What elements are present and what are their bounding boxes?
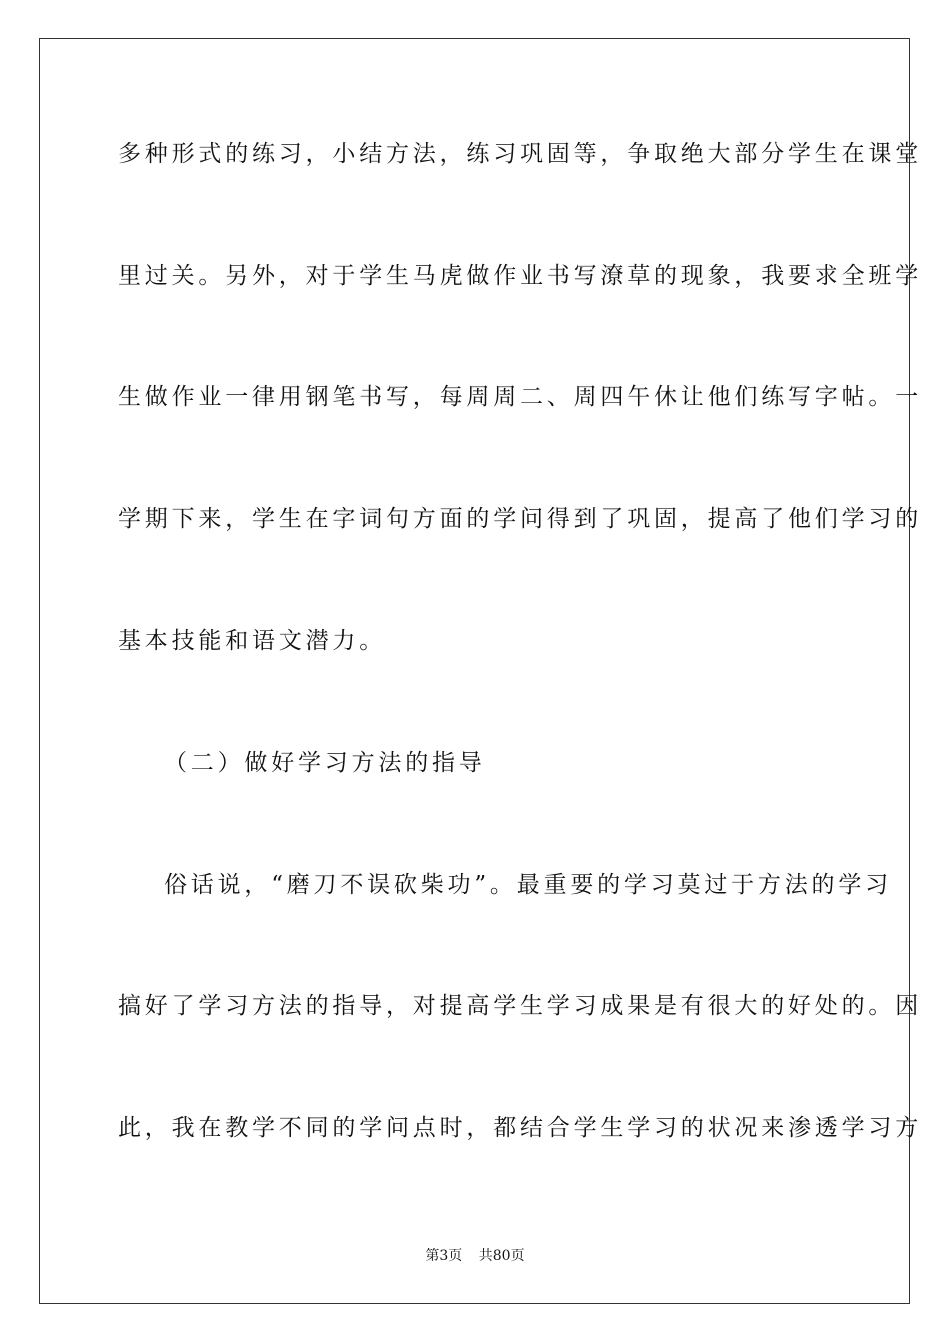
section-heading: （二）做好学习方法的指导 [164,750,486,776]
page-number: 第3页 [425,1248,463,1264]
body-line: 多种形式的练习，小结方法，练习巩固等，争取绝大部分学生在课堂 [118,141,922,167]
body-line: 学期下来，学生在字词句方面的学问得到了巩固，提高了他们学习的 [118,506,922,532]
body-line: 俗话说，“磨刀不误砍柴功”。最重要的学习莫过于方法的学习 [164,872,892,898]
page-total: 共80页 [478,1248,525,1264]
body-line: 里过关。另外，对于学生马虎做作业书写潦草的现象，我要求全班学 [118,263,922,289]
body-line: 搞好了学习方法的指导，对提高学生学习成果是有很大的好处的。因 [118,993,922,1019]
page-footer [0,1246,950,1266]
body-line: 生做作业一律用钢笔书写，每周周二、周四午休让他们练写字帖。一 [118,384,922,410]
body-line: 此，我在教学不同的学问点时，都结合学生学习的状况来渗透学习方 [118,1115,922,1141]
body-line: 基本技能和语文潜力。 [118,628,386,654]
